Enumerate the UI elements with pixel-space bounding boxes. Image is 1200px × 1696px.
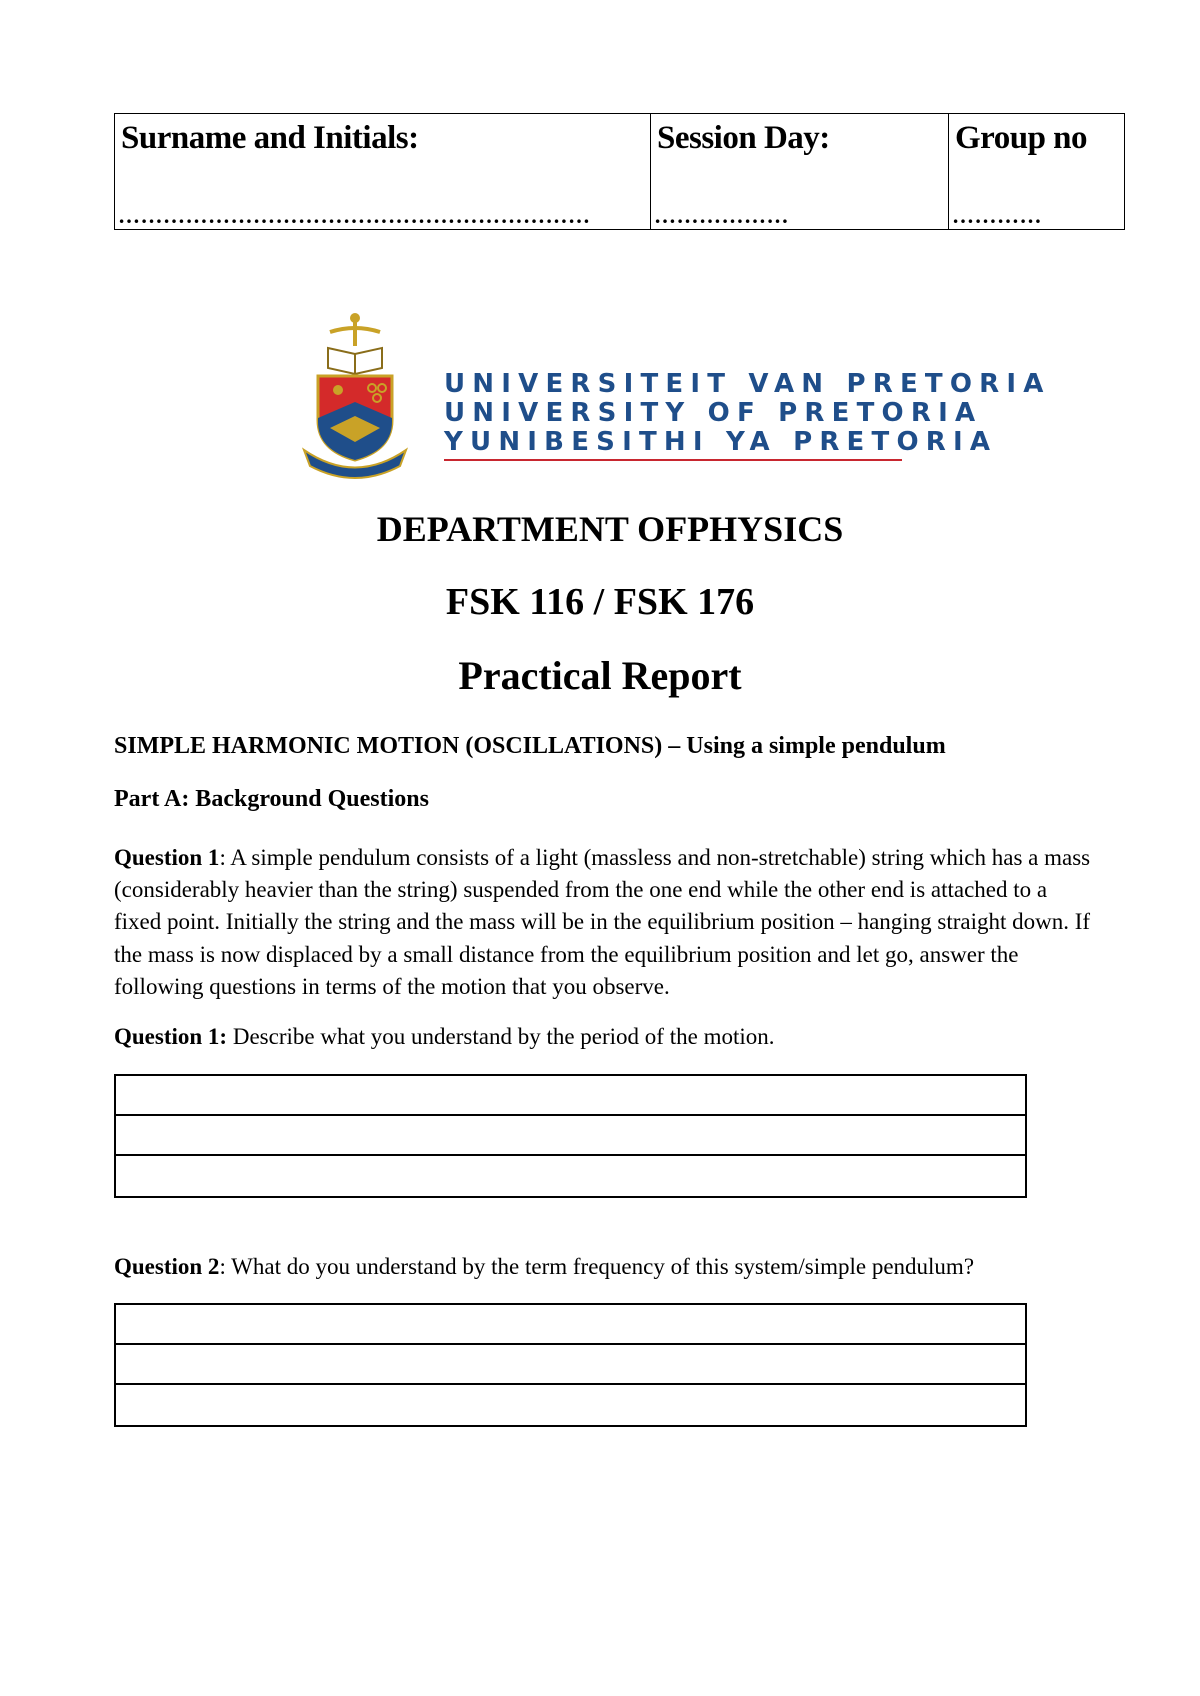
answer-line[interactable] <box>116 1385 1025 1425</box>
experiment-subtitle: SIMPLE HARMONIC MOTION (OSCILLATIONS) – Using a simple pendulum <box>114 733 946 759</box>
answer-line[interactable] <box>116 1116 1025 1156</box>
department-title: DEPARTMENT OFPHYSICS <box>376 509 844 549</box>
session-label: Session Day: <box>657 120 830 156</box>
question-1-label: Question 1: <box>114 1024 228 1049</box>
answer-line[interactable] <box>116 1156 1025 1196</box>
report-title: Practical Report <box>458 653 742 698</box>
university-logo <box>300 310 1051 480</box>
question-1 <box>114 1024 775 1050</box>
intro-label: Question 1 <box>114 845 220 870</box>
session-field[interactable]: ……………… <box>654 203 789 228</box>
university-name-sepedi: YUNIBESITHI YA PRETORIA <box>444 427 998 457</box>
answer-line[interactable] <box>116 1076 1025 1116</box>
group-field[interactable]: ………… <box>952 203 1042 228</box>
crest-icon <box>300 310 410 480</box>
group-cell[interactable] <box>949 114 1125 230</box>
part-a-heading: Part A: Background Questions <box>114 786 429 812</box>
answer-line[interactable] <box>116 1345 1025 1385</box>
university-name-english: UNIVERSITY OF PRETORIA <box>444 398 983 428</box>
answer-line[interactable] <box>116 1305 1025 1345</box>
answer-box-1[interactable] <box>114 1074 1027 1198</box>
intro-text: : A simple pendulum consists of a light (massless and non-stretchable) string which has a mass (considerably heavier than the string) suspended from the one end while the other end is attached to a fixed point. Initially the string and the mass will be in the equilibrium position – hanging straight down. If the mass is now displaced by a small distance from the equilibrium position and let go, answer the following questions in terms of the motion that you observe. <box>114 845 1091 999</box>
session-cell[interactable] <box>651 114 949 230</box>
question-2-text: : What do you understand by the term frequency of this system/simple pendulum? <box>219 1254 975 1279</box>
group-label: Group no <box>955 120 1088 156</box>
surname-label: Surname and Initials: <box>121 120 419 156</box>
logo-underline <box>444 459 902 461</box>
answer-box-2[interactable] <box>114 1303 1027 1427</box>
university-name-afrikaans: UNIVERSITEIT VAN PRETORIA <box>444 369 1051 399</box>
question-2 <box>114 1254 974 1280</box>
course-title: FSK 116 / FSK 176 <box>445 581 755 623</box>
question-1-text: Describe what you understand by the period of the motion. <box>227 1024 775 1049</box>
intro-paragraph <box>114 842 1094 1003</box>
surname-field[interactable]: ……………………………………………………… <box>118 203 591 228</box>
question-2-label: Question 2 <box>114 1254 220 1279</box>
surname-cell[interactable] <box>115 114 651 230</box>
student-info-table <box>114 113 1125 230</box>
university-name <box>444 370 1051 457</box>
